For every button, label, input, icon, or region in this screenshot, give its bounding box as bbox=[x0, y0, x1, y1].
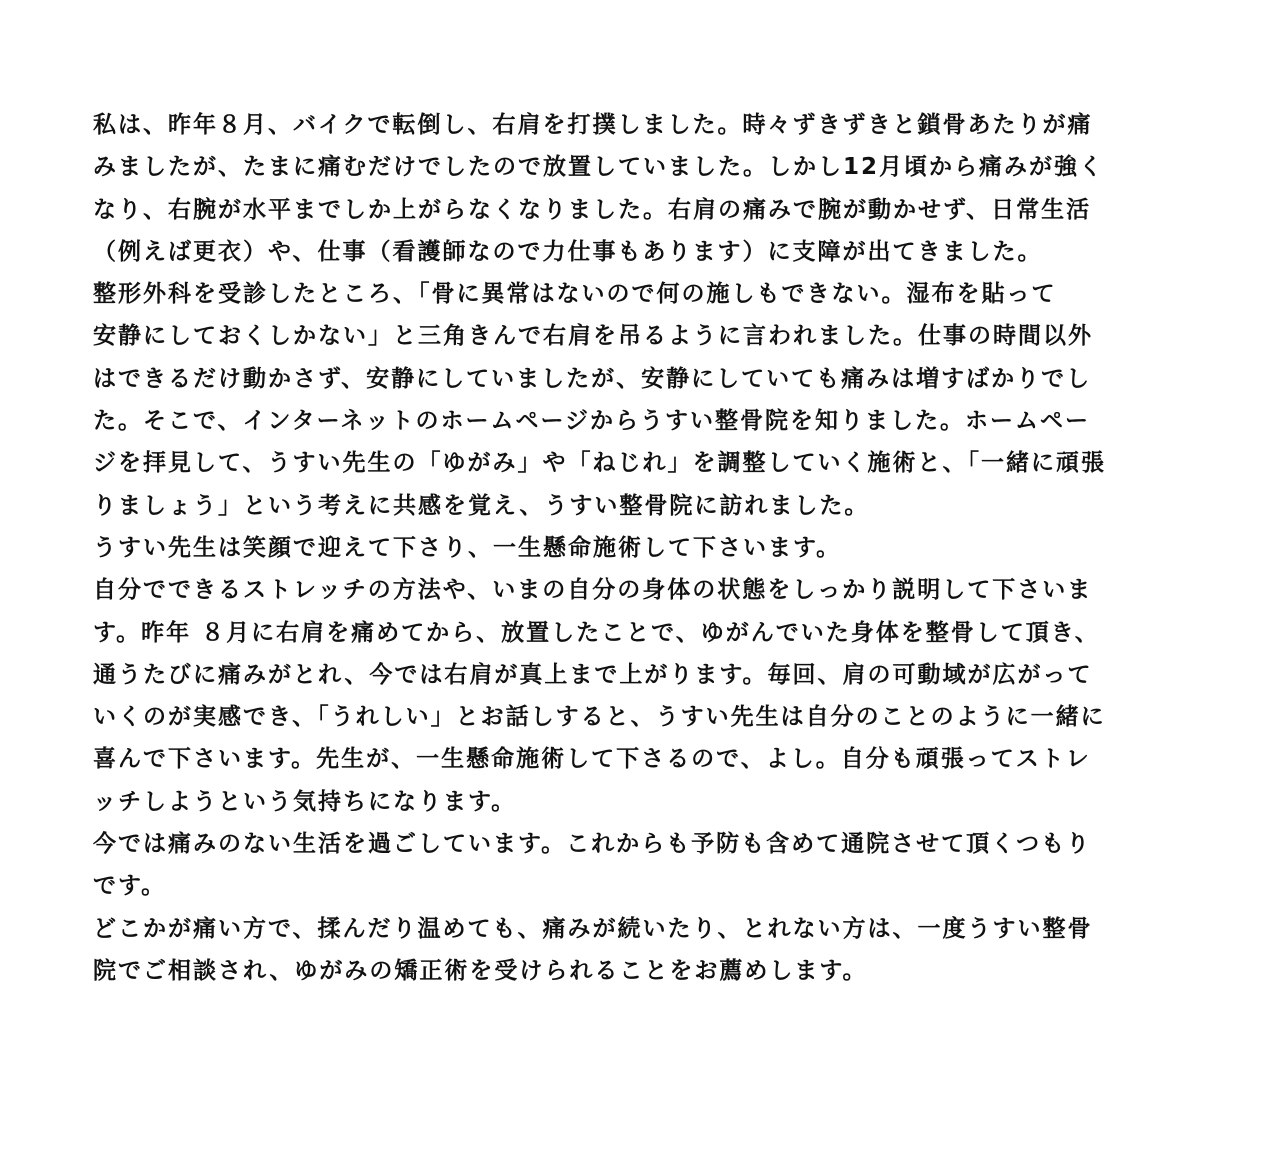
testimonial-letter-body bbox=[93, 104, 1193, 992]
letter-line-13: す。昨年 ８月に右肩を痛めてから、放置したことで、ゆがんでいた身体を整骨して頂き、 bbox=[93, 619, 1100, 646]
letter-line-6: 安静にしておくしかない」と三角きんで右肩を吊るように言われました。仕事の時間以外 bbox=[93, 323, 1093, 350]
letter-line-5: 整形外科を受診したところ、「骨に異常はないので何の施しもできない。湿布を貼って bbox=[93, 281, 1057, 308]
letter-line-18: 今では痛みのない生活を過ごしています。これからも予防も含めて通院させて頂くつもり bbox=[93, 831, 1092, 858]
letter-line-15: いくのが実感でき、「うれしい」とお話しすると、うすい先生は自分のことのように一緒に bbox=[93, 704, 1106, 731]
letter-line-1: 私は、昨年８月、バイクで転倒し、右肩を打撲しました。時々ずきずきと鎖骨あたりが痛 bbox=[93, 112, 1093, 138]
letter-line-4: （例えば更衣）や、仕事（看護師なので力仕事もあります）に支障が出てきました。 bbox=[93, 238, 1043, 265]
letter-line-10: りましょう」という考えに共感を覚え、うすい整骨院に訪れました。 bbox=[93, 492, 870, 519]
letter-line-7: はできるだけ動かさず、安静にしていましたが、安静にしていても痛みは増すばかりでし bbox=[93, 365, 1092, 392]
letter-line-9: ジを拝見して、うすい先生の「ゆがみ」や「ねじれ」を調整していく施術と、「一緒に頑張 bbox=[93, 450, 1107, 477]
letter-line-16: 喜んで下さいます。先生が、一生懸命施術して下さるので、よし。自分も頑張ってストレ bbox=[93, 746, 1091, 773]
letter-line-20: どこかが痛い方で、揉んだり温めても、痛みが続いたり、とれない方は、一度うすい整骨 bbox=[93, 915, 1093, 942]
letter-line-12: 自分でできるストレッチの方法や、いまの自分の身体の状態をしっかり説明して下さいま bbox=[93, 577, 1093, 604]
letter-line-3: なり、右腕が水平までしか上がらなくなりました。右肩の痛みで腕が動かせず、日常生活 bbox=[93, 196, 1092, 223]
letter-line-2: みましたが、たまに痛むだけでしたので放置していました。しかし12月頃から痛みが強く bbox=[93, 154, 1105, 181]
letter-line-17: ッチしようという気持ちになります。 bbox=[93, 788, 517, 815]
letter-line-21: 院でご相談され、ゆがみの矯正術を受けられることをお薦めします。 bbox=[93, 957, 868, 984]
letter-line-14: 通うたびに痛みがとれ、今では右肩が真上まで上がります。毎回、肩の可動域が広がって bbox=[93, 661, 1093, 688]
letter-line-19: です。 bbox=[93, 873, 167, 900]
letter-line-11: うすい先生は笑顔で迎えて下さり、一生懸命施術して下さいます。 bbox=[93, 534, 842, 561]
letter-line-8: た。そこで、インターネットのホームページからうすい整骨院を知りました。ホームペー bbox=[93, 408, 1091, 435]
